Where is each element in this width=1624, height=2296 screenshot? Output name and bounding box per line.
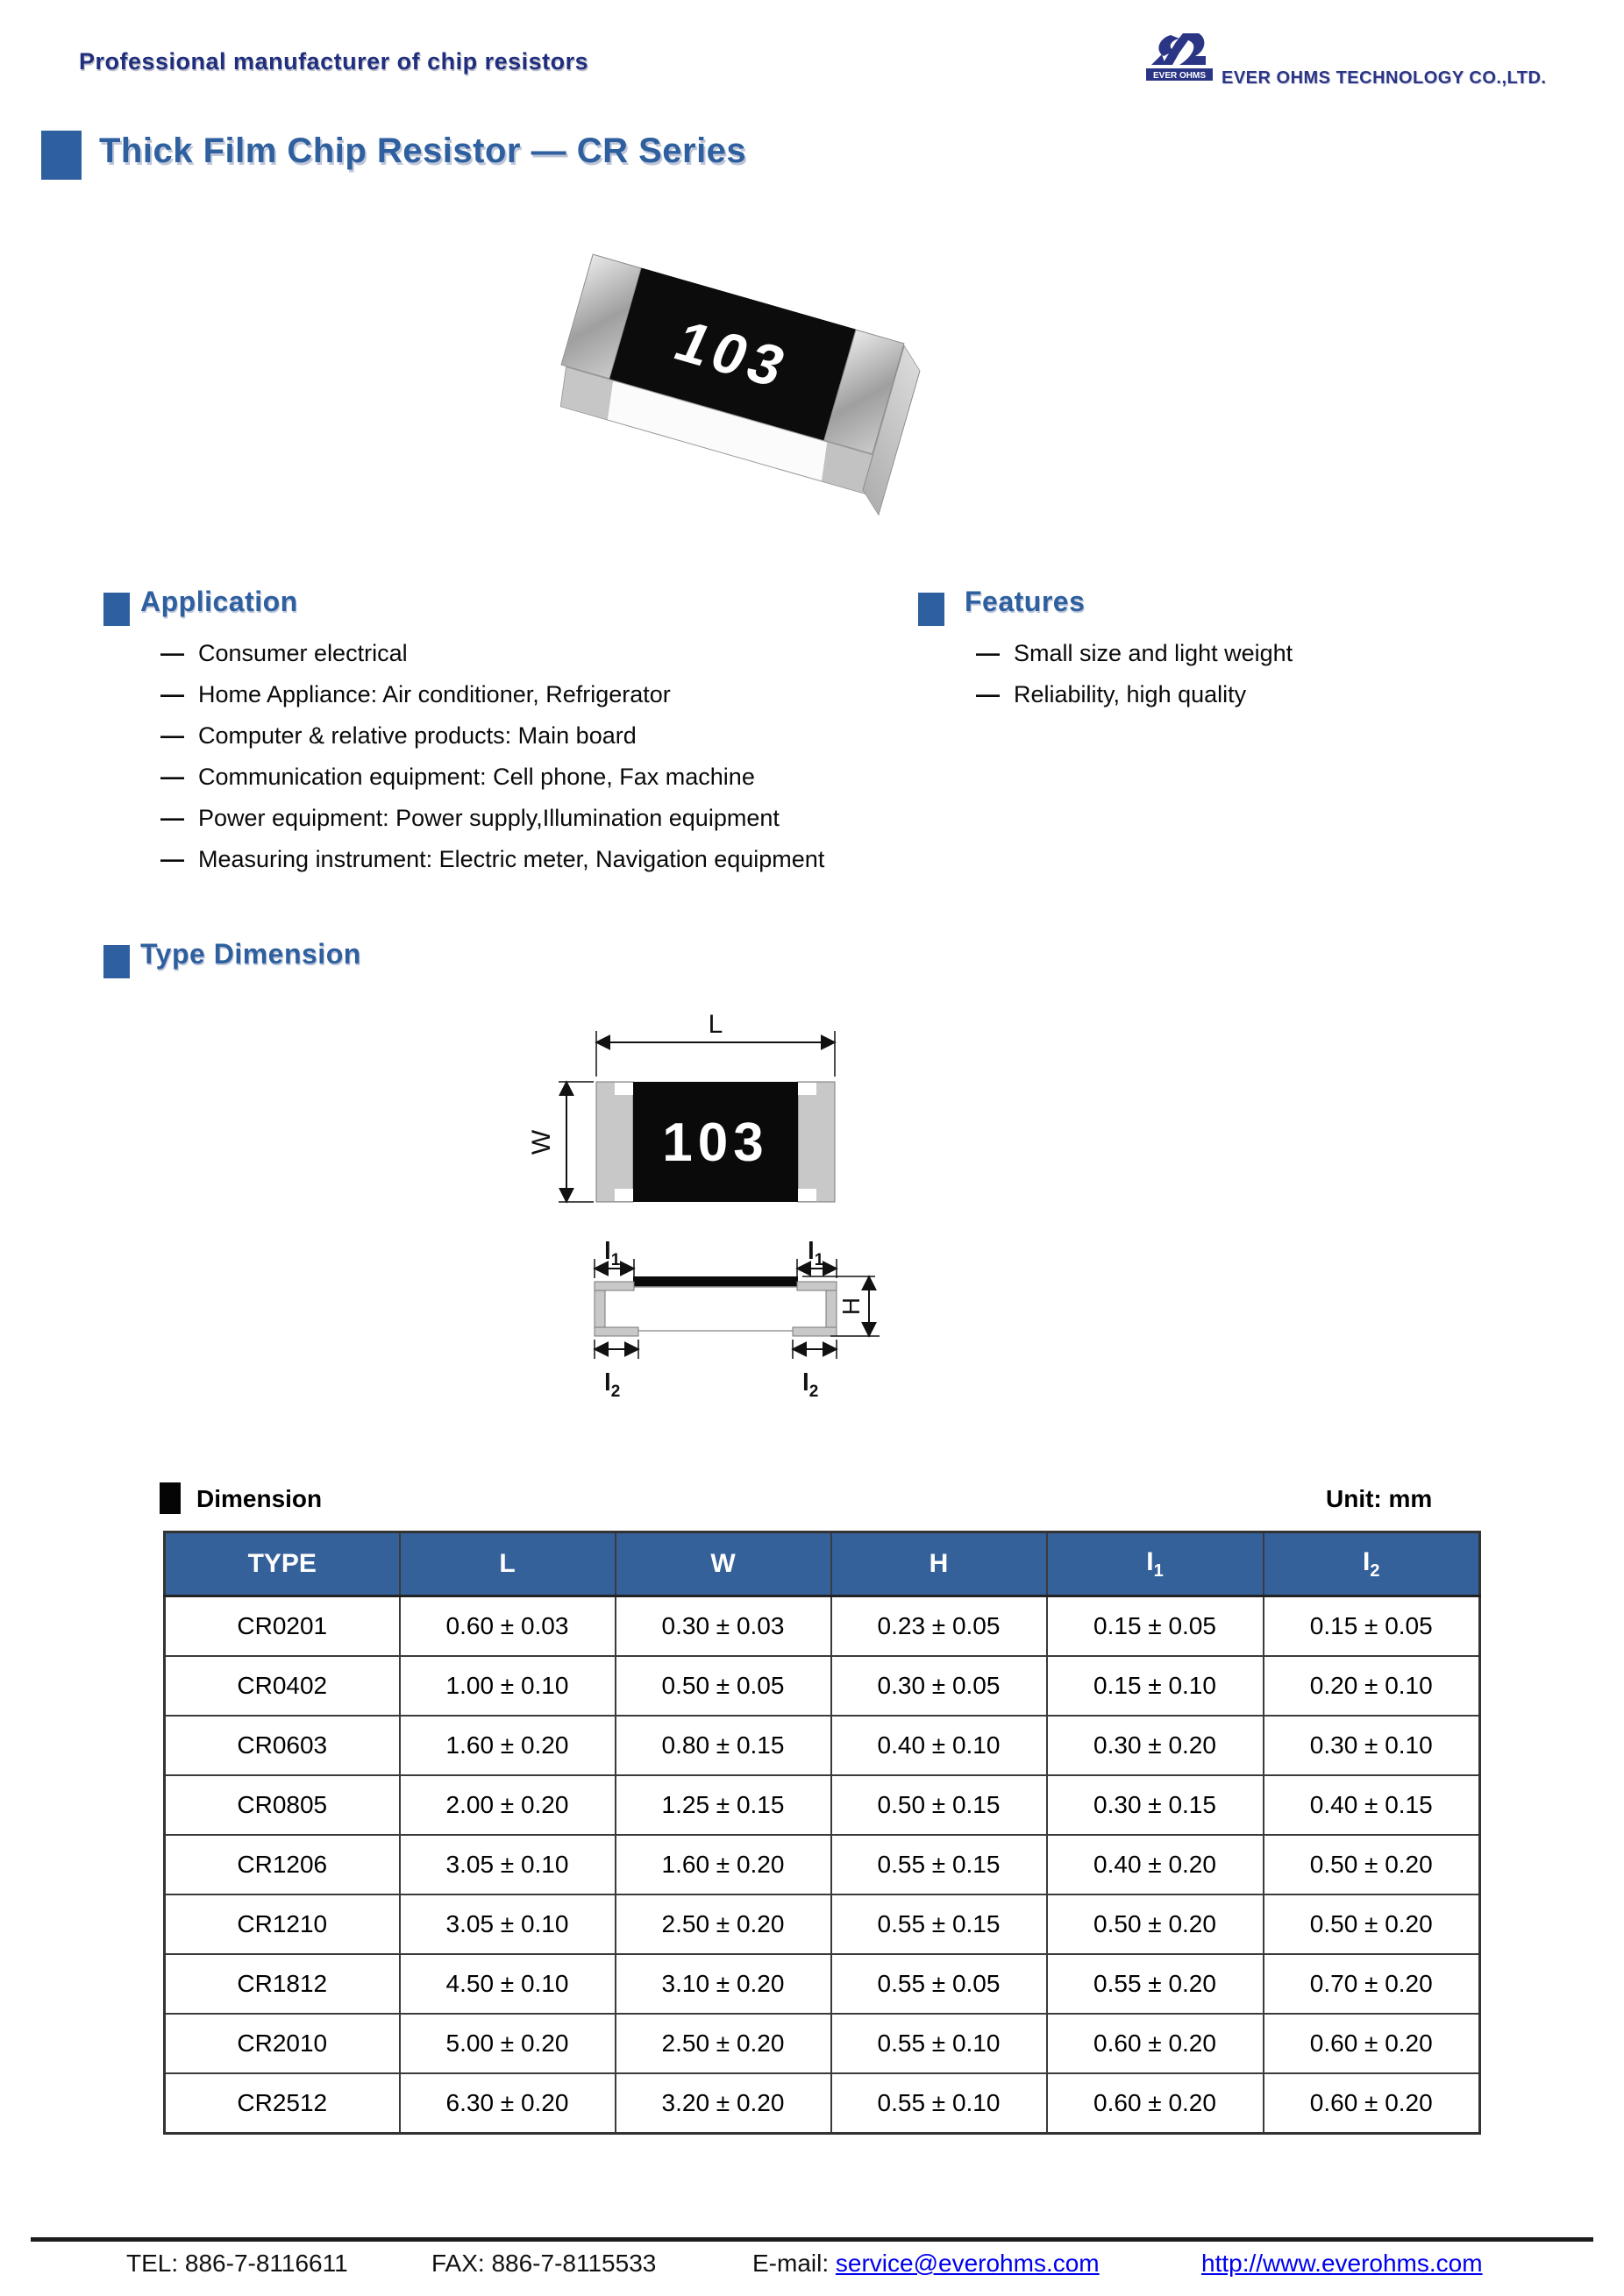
cell-type: CR1210 — [165, 1894, 400, 1954]
table-row — [165, 2014, 1480, 2073]
chip-resistor-photo — [535, 254, 930, 553]
cell-type: CR0805 — [165, 1775, 400, 1835]
cell-L: 1.60 ± 0.20 — [400, 1716, 616, 1775]
col-header-I1: $I_1$ — [1047, 1532, 1264, 1596]
cell-W: 1.60 ± 0.20 — [616, 1835, 831, 1894]
dash-bullet: — — [160, 846, 184, 872]
cell-I1: 0.40 ± 0.20 — [1047, 1835, 1264, 1894]
cell-W: 0.80 ± 0.15 — [616, 1716, 831, 1775]
cell-W: 0.50 ± 0.05 — [616, 1656, 831, 1716]
footer-website — [1201, 2250, 1483, 2278]
features-list — [976, 633, 1293, 715]
cell-L: 4.50 ± 0.10 — [400, 1954, 616, 2014]
cell-I1: 0.55 ± 0.20 — [1047, 1954, 1264, 2014]
cell-type: CR1206 — [165, 1835, 400, 1894]
email-link[interactable]: service@everohms.com — [835, 2250, 1100, 2277]
list-item-text: Computer & relative products: Main board — [198, 722, 637, 749]
col-header-I2: $I_2$ — [1264, 1532, 1480, 1596]
list-item-text: Consumer electrical — [198, 640, 408, 666]
cell-L: 0.60 ± 0.03 — [400, 1596, 616, 1657]
list-item-text: Power equipment: Power supply,Illumination equipment — [198, 805, 780, 831]
chip-marking: 103 — [665, 309, 801, 400]
type-dimension-accent-square — [103, 945, 130, 978]
list-item-text: Small size and light weight — [1014, 640, 1293, 666]
dim-label-W: W — [527, 1129, 556, 1155]
dash-bullet: — — [160, 681, 184, 707]
features-accent-square — [918, 593, 944, 626]
cell-I2: 0.60 ± 0.20 — [1264, 2073, 1480, 2134]
table-row — [165, 1596, 1480, 1657]
cell-type: CR1812 — [165, 1954, 400, 2014]
table-row — [165, 1954, 1480, 2014]
company-name: EVER OHMS TECHNOLOGY CO.,LTD. — [1222, 68, 1547, 88]
col-header-W: W — [616, 1532, 831, 1596]
application-accent-square — [103, 593, 130, 626]
cell-L: 3.05 ± 0.10 — [400, 1894, 616, 1954]
cell-H: 0.55 ± 0.10 — [831, 2014, 1047, 2073]
table-header-row — [165, 1532, 1480, 1596]
dash-bullet: — — [160, 640, 184, 666]
dim-label-l1-right: $l_1$ — [808, 1237, 824, 1269]
table-row — [165, 1716, 1480, 1775]
page-title: Thick Film Chip Resistor — CR Series — [99, 132, 747, 170]
cell-H: 0.40 ± 0.10 — [831, 1716, 1047, 1775]
cell-I2: 0.50 ± 0.20 — [1264, 1894, 1480, 1954]
type-dimension-diagram — [487, 1006, 969, 1445]
list-item — [160, 715, 824, 757]
list-item-text: Reliability, high quality — [1014, 681, 1247, 707]
cell-I1: 0.30 ± 0.20 — [1047, 1716, 1264, 1775]
cell-type: CR2512 — [165, 2073, 400, 2134]
cell-I2: 0.50 ± 0.20 — [1264, 1835, 1480, 1894]
application-heading: Application — [140, 586, 298, 617]
cell-L: 5.00 ± 0.20 — [400, 2014, 616, 2073]
cell-I1: 0.15 ± 0.05 — [1047, 1596, 1264, 1657]
dash-bullet: — — [160, 722, 184, 749]
list-item — [160, 757, 824, 798]
dash-bullet: — — [976, 681, 1000, 707]
col-header-L: L — [400, 1532, 616, 1596]
email-label: E-mail: — [752, 2250, 830, 2277]
cell-I2: 0.20 ± 0.10 — [1264, 1656, 1480, 1716]
cell-L: 2.00 ± 0.20 — [400, 1775, 616, 1835]
dim-label-l2-right: $l_2$ — [802, 1368, 819, 1401]
list-item-text: Home Appliance: Air conditioner, Refrigerator — [198, 681, 671, 707]
list-item — [160, 633, 824, 674]
logo-small-text: EVER OHMS — [1152, 71, 1207, 81]
cell-H: 0.23 ± 0.05 — [831, 1596, 1047, 1657]
cell-H: 0.50 ± 0.15 — [831, 1775, 1047, 1835]
footer-email — [752, 2250, 1100, 2278]
table-row — [165, 1656, 1480, 1716]
cell-L: 3.05 ± 0.10 — [400, 1835, 616, 1894]
cell-H: 0.55 ± 0.15 — [831, 1894, 1047, 1954]
table-row — [165, 1894, 1480, 1954]
cell-I2: 0.70 ± 0.20 — [1264, 1954, 1480, 2014]
dash-bullet: — — [160, 805, 184, 831]
application-list — [160, 633, 824, 880]
cell-type: CR0201 — [165, 1596, 400, 1657]
cell-I2: 0.15 ± 0.05 — [1264, 1596, 1480, 1657]
dim-label-l1-left: $l_1$ — [604, 1237, 621, 1269]
cell-W: 2.50 ± 0.20 — [616, 1894, 831, 1954]
cell-W: 1.25 ± 0.15 — [616, 1775, 831, 1835]
list-item — [976, 674, 1293, 715]
cell-H: 0.55 ± 0.15 — [831, 1835, 1047, 1894]
header-tagline: Professional manufacturer of chip resistors — [79, 48, 589, 75]
dimension-accent-square — [160, 1482, 181, 1514]
cell-W: 3.10 ± 0.20 — [616, 1954, 831, 2014]
features-heading: Features — [965, 586, 1086, 617]
list-item-text: Measuring instrument: Electric meter, Navigation equipment — [198, 846, 825, 872]
list-item — [160, 839, 824, 880]
dim-label-H: H — [837, 1297, 865, 1316]
cell-L: 6.30 ± 0.20 — [400, 2073, 616, 2134]
cell-I2: 0.60 ± 0.20 — [1264, 2014, 1480, 2073]
cell-I1: 0.15 ± 0.10 — [1047, 1656, 1264, 1716]
footer-divider — [31, 2237, 1593, 2242]
company-logo — [1144, 30, 1548, 100]
cell-W: 2.50 ± 0.20 — [616, 2014, 831, 2073]
list-item-text: Communication equipment: Cell phone, Fax machine — [198, 764, 755, 790]
cell-W: 0.30 ± 0.03 — [616, 1596, 831, 1657]
cell-type: CR0402 — [165, 1656, 400, 1716]
dim-label-L: L — [708, 1010, 723, 1039]
cell-I1: 0.60 ± 0.20 — [1047, 2014, 1264, 2073]
cell-I2: 0.30 ± 0.10 — [1264, 1716, 1480, 1775]
side-view-diagram — [595, 1237, 880, 1401]
footer-fax: FAX: 886-7-8115533 — [431, 2250, 657, 2277]
table-row — [165, 1775, 1480, 1835]
top-view-marking: 103 — [662, 1112, 769, 1173]
cell-I2: 0.40 ± 0.15 — [1264, 1775, 1480, 1835]
dimension-table — [163, 1531, 1481, 2135]
dim-label-l2-left: $l_2$ — [604, 1368, 621, 1401]
list-item — [160, 674, 824, 715]
footer-tel: TEL: 886-7-8116611 — [126, 2250, 348, 2277]
cell-type: CR2010 — [165, 2014, 400, 2073]
col-header-type: TYPE — [165, 1532, 400, 1596]
list-item — [976, 633, 1293, 674]
table-row — [165, 1835, 1480, 1894]
cell-H: 0.30 ± 0.05 — [831, 1656, 1047, 1716]
cell-H: 0.55 ± 0.05 — [831, 1954, 1047, 2014]
list-item — [160, 798, 824, 839]
website-link[interactable]: http://www.everohms.com — [1201, 2250, 1483, 2277]
cell-H: 0.55 ± 0.10 — [831, 2073, 1047, 2134]
table-row — [165, 2073, 1480, 2134]
dimension-heading: Dimension — [196, 1485, 323, 1512]
col-header-H: H — [831, 1532, 1047, 1596]
unit-label: Unit: mm — [1326, 1485, 1433, 1512]
type-dimension-heading: Type Dimension — [140, 938, 361, 970]
logo-mark-icon — [1144, 30, 1214, 100]
cell-I1: 0.50 ± 0.20 — [1047, 1894, 1264, 1954]
dash-bullet: — — [976, 640, 1000, 666]
cell-I1: 0.30 ± 0.15 — [1047, 1775, 1264, 1835]
cell-I1: 0.60 ± 0.20 — [1047, 2073, 1264, 2134]
top-view-diagram — [527, 1010, 835, 1202]
dash-bullet: — — [160, 764, 184, 790]
cell-type: CR0603 — [165, 1716, 400, 1775]
cell-L: 1.00 ± 0.10 — [400, 1656, 616, 1716]
cell-W: 3.20 ± 0.20 — [616, 2073, 831, 2134]
title-accent-square — [41, 131, 82, 180]
